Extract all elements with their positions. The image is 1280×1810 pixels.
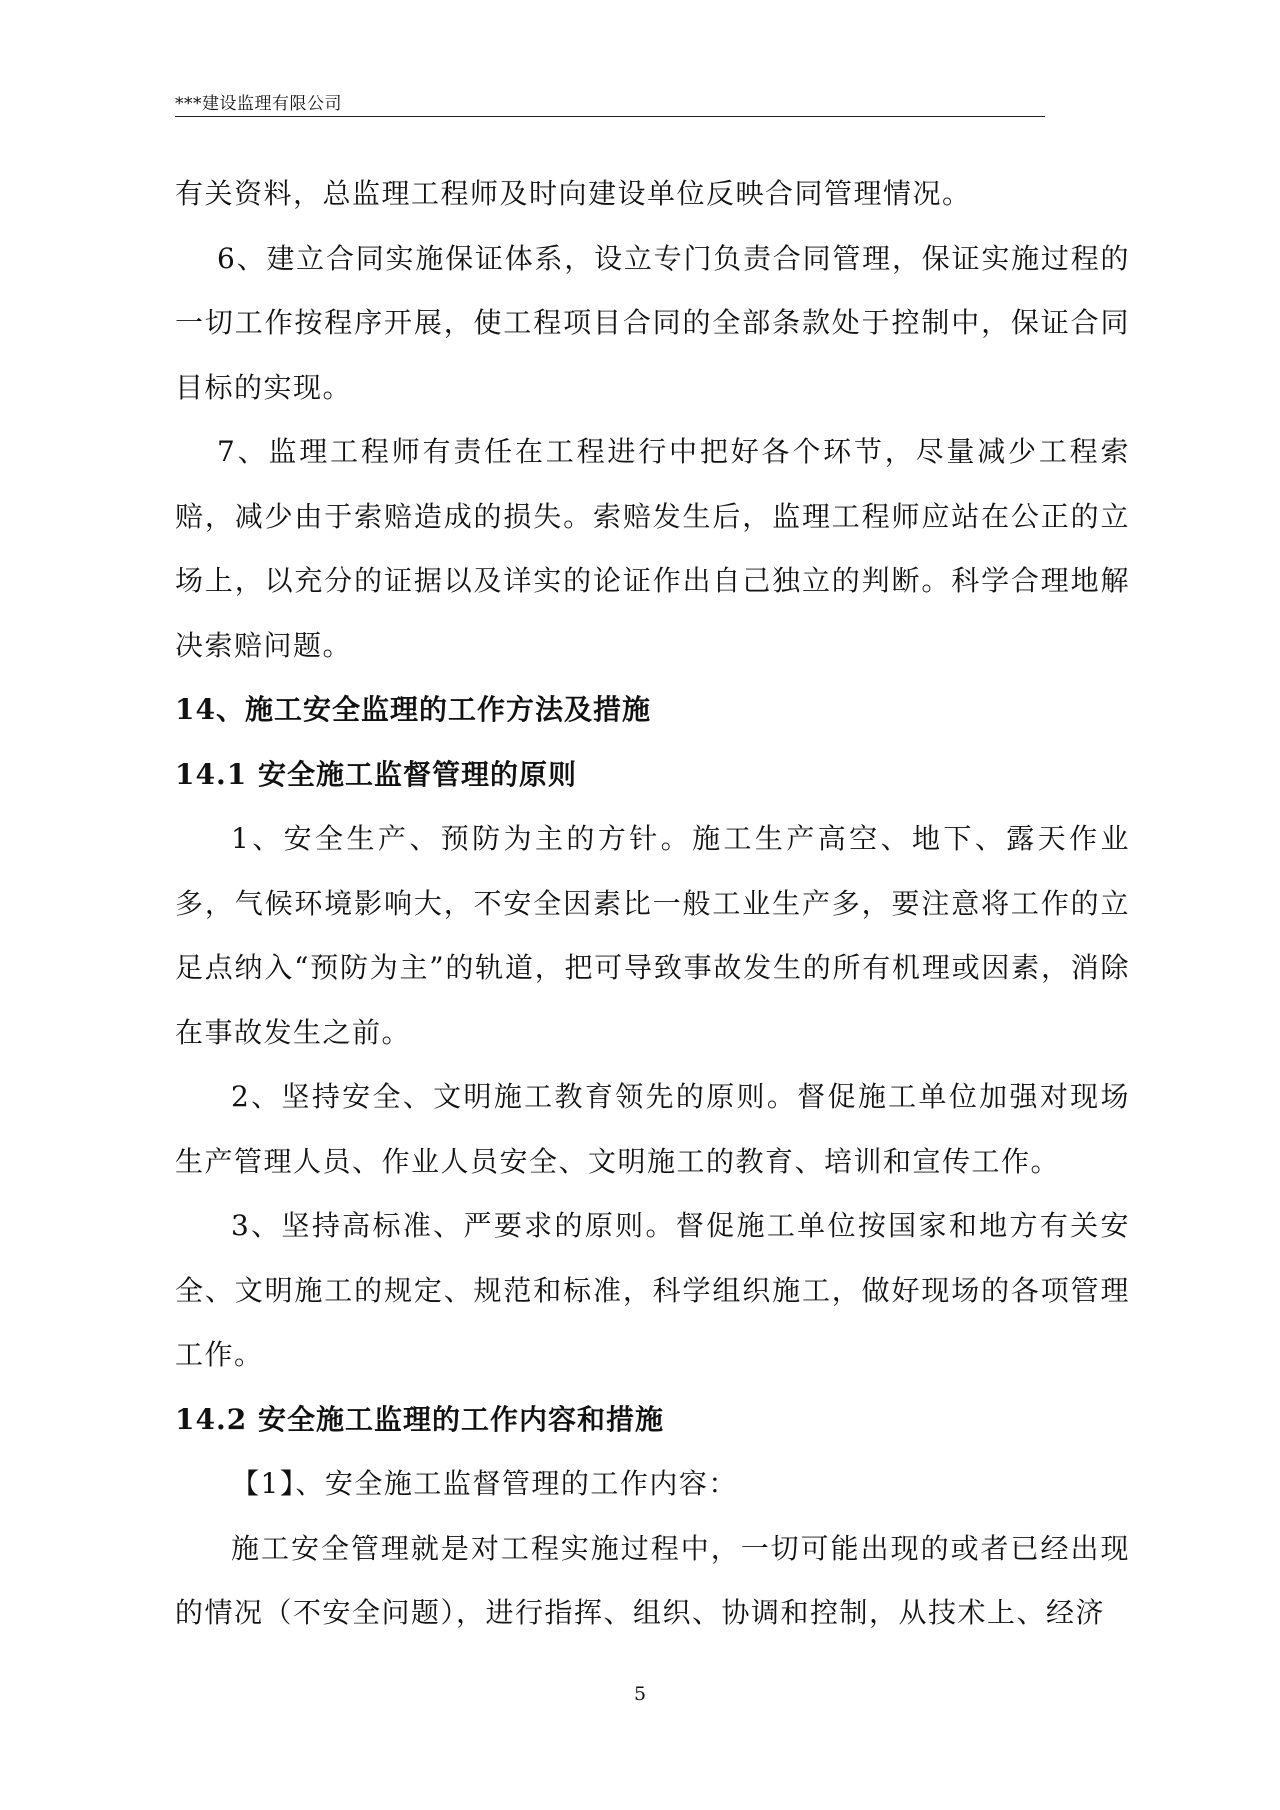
subsection-heading: 14.2 安全施工监理的工作内容和措施 bbox=[175, 1402, 664, 1436]
paragraph: 7、监理工程师有责任在工程进行中把好各个环节，尽量减少工程索赔，减少由于索赔造成的损失。索赔发生后，监理工程师应站在公正的立场上，以充分的证据以及详实的论证作出自己独立的判断。科学合理地解决索赔问题。 bbox=[175, 435, 1130, 662]
paragraph: 施工安全管理就是对工程实施过程中，一切可能出现的或者已经出现的情况（不安全问题），进行指挥、组织、协调和控制，从技术上、经济 bbox=[175, 1531, 1130, 1629]
subsection-heading: 14.1 安全施工监督管理的原则 bbox=[175, 757, 577, 791]
document-body bbox=[175, 162, 1130, 1646]
paragraph: 6、建立合同实施保证体系，设立专门负责合同管理，保证实施过程的一切工作按程序开展，使工程项目合同的全部条款处于控制中，保证合同目标的实现。 bbox=[175, 241, 1130, 404]
company-name: ***建设监理有限公司 bbox=[175, 94, 342, 114]
page-number: 5 bbox=[633, 1683, 647, 1705]
paragraph: 3、坚持高标准、严要求的原则。督促施工单位按国家和地方有关安全、文明施工的规定、规范和标准，科学组织施工，做好现场的各项管理工作。 bbox=[175, 1209, 1130, 1371]
page-footer bbox=[0, 1682, 1280, 1706]
paragraph: 【1】、安全施工监督管理的工作内容： bbox=[231, 1467, 738, 1500]
section-heading: 14、施工安全监理的工作方法及措施 bbox=[175, 693, 651, 726]
paragraph: 2、坚持安全、文明施工教育领先的原则。督促施工单位加强对现场生产管理人员、作业人员安全、文明施工的教育、培训和宣传工作。 bbox=[175, 1080, 1130, 1178]
paragraph: 1、安全生产、预防为主的方针。施工生产高空、地下、露天作业多，气候环境影响大，不安全因素比一般工业生产多，要注意将工作的立足点纳入“预防为主”的轨道，把可导致事故发生的所有机理或因素，消除在事故发生之前。 bbox=[175, 822, 1130, 1049]
paragraph: 有关资料，总监理工程师及时向建设单位反映合同管理情况。 bbox=[175, 177, 972, 210]
page-header bbox=[175, 92, 1045, 117]
